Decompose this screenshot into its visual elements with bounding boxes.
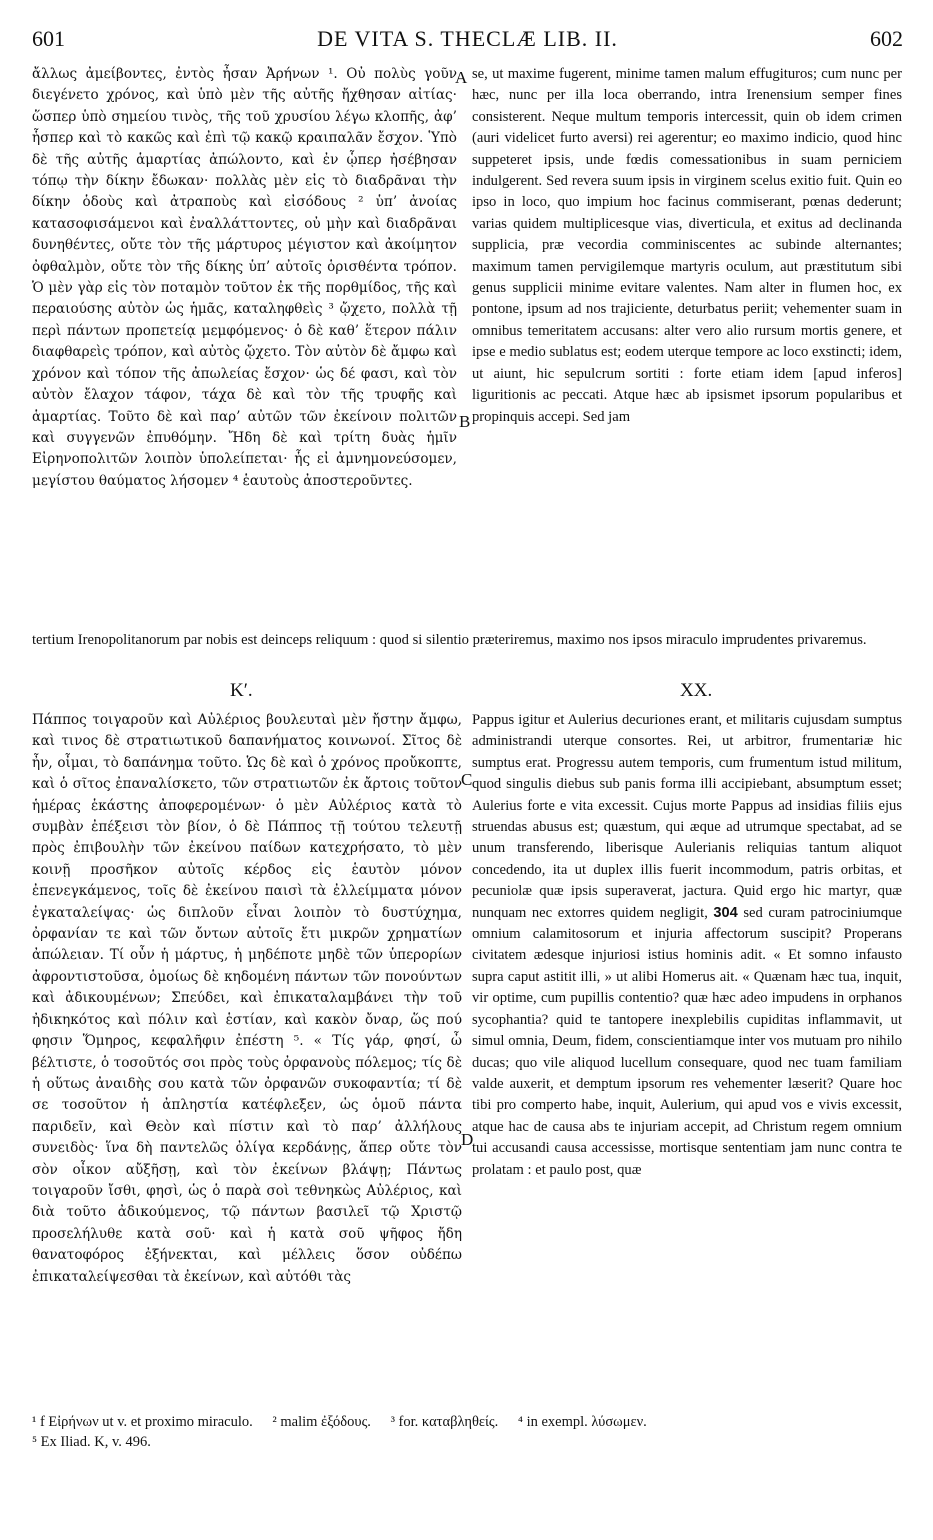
greek-paragraph-top: ἄλλως ἀμείβοντες, ἐντὸς ἦσαν Ἀρήνων ¹. Οὐ πολὺς γοῦν διεγένετο χρόνος, καὶ ὑπὸ μὲν τῆς αὐτῆς ἤχθησαν αἰτίας· ὥσπερ ὑπὸ σημείου τινὸς, τῆς τοῦ χρυσίου λέγω κλοπῆς, ἀφ’ ἧσπερ καὶ τὸ κακῶς καὶ ἐπὶ τῷ κακῷ κραιπαλᾶν ἔσχον. Ὑπὸ δὲ τῆς αὐτῆς ἁμαρτίας ἀπώλοντο, καὶ ἐν ᾧπερ ἠσέβησαν τόπῳ τὴν δίκην ἔδωκαν· πολλὰς μὲν εἰς τὸ διαδρᾶναι τὴν δίκην ὁδοὺς καὶ ἀτραποὺς καὶ εἰσόδους ² ὑπ’ ἀνοίας κατασοφισάμενοι καὶ ἐναλλάττοντες, οὐ μὴν καὶ διαδρᾶναι δυνηθέντες, οὔτε τὸν τῆς μάρτυρος μέγιστον καὶ ἀκοίμητον ὀφθαλμὸν, οὔτε τὸν τῆς δίκης ὑπ’ αὐτοῖς ὁρισθέντα τρόπον. Ὁ μὲν γὰρ εἰς τὸν ποταμὸν τοῦτον ἐκ τῆς πορθμίδος, τῆς καὶ περαιούσης αὐτὸν ὡς ἡμᾶς, καταληφθεὶς ³ ᾤχετο, πολλὰ τῇ περὶ πάντων προπετείᾳ μεμφόμενος· ὁ δὲ καθ’ ἕτερον πάλιν διαφθαρεὶς τρόπον, καὶ αὐτὸς ᾤχετο. Τὸν αὐτὸν δὲ ἄμφω καὶ χρόνον καὶ τόπον τῆς ἀπωλείας ἔσχον· ὡς δέ φασι, καὶ τὸν αὐτὸν ἔλαχον τάφον, τάχα δὲ καὶ τὸν τῆς τρυφῆς καὶ ἁμαρτίας. Τοῦτο δὲ καὶ παρ’ αὐτῶν τῶν ἐκείνοιν πολιτῶν καὶ συγγενῶν ἐπυθόμην. Ἤδη δὲ καὶ τρίτη δυὰς ἡμῖν Εἰρηνοπολιτῶν λοιπὸν ὑπολείπεται· ἧς εἰ ἀμνημονεύσομεν, μεγίστου θαύματος λήσομεν ⁴ ἑαυτοὺς ἀποστεροῦντες. xyxy=(32,66,457,489)
latin-text-before-number: Pappus igitur et Aulerius decuriones erant, et militaris cujusdam sumptus administrandi uterque consortes. Rei, ut arbitror, frumentariæ hic sumptus erat. Progressu autem temporis, cum frumentum istud militum, quod singulis diebus sub panis forma illi accipiebant, absumptum esset; Aulerius forte e vita excessit. Cujus morte Pappus ad insidias filiis ejus struendas abusus est; quæstum, qui æque ad utrumque spectabat, ad se unum transferendo, liberisque Aulerianis reliquias tantum aliquot concedendo, ita ut duplex illis fuerit incommodum, patris orbitas, et pecuniolæ quæ ipsis superaverat, jactura. Quid ergo hic martyr, quæ nunquam nec extorres quidem negligit, xyxy=(472,712,902,921)
running-title: DE VITA S. THECLÆ LIB. II. xyxy=(317,26,618,51)
section-heading-latin: XX. xyxy=(680,680,713,701)
column-number: 304 xyxy=(713,904,738,921)
footnote-line-2 xyxy=(32,1432,912,1452)
footnote-1: ¹ f Εἰρήνων ut v. et proximo miraculo. xyxy=(32,1414,253,1430)
page-header xyxy=(32,26,903,62)
section-heading-greek: Κʹ. xyxy=(230,680,253,701)
latin-column-top xyxy=(472,64,902,630)
footnote-3: ³ for. καταβληθείς. xyxy=(390,1414,499,1430)
footnote-4: ⁴ in exempl. λύσωμεν. xyxy=(517,1414,647,1430)
greek-paragraph-bottom: Πάππος τοιγαροῦν καὶ Αὐλέριος βουλευταὶ μὲν ἤστην ἄμφω, καὶ τινος δὲ στρατιωτικοῦ δαπανήματος κοινωνοί. Σῖτος δὲ ἦν, οἶμαι, τὸ δαπάνημα τοῦτο. Ὡς δὲ καὶ ὁ χρόνος προὔκοπτε, καὶ ὁ σῖτος ἐπαναλίσκετο, τῶν στρατιωτῶν ἐκ ἄρτοις τοῦτον ἡμέρας ἑκάστης ἀποφερομένων· ὁ μὲν Αὐλέριος κατὰ τὸ συμβὰν ἐπέξεισι τὸν βίον, ὁ δὲ Πάππος τῇ τούτου τελευτῇ πρὸς ἐπιβουλὴν τῶν ἐκείνου παίδων κατεχρήσατο, τὸ μὲν κοινῇ προσῆκον αὐτοῖς κέρδος εἰς ἑαυτὸν μόνον ἐπενεγκάμενος, τοῖς δὲ ἐκείνου παισὶ τὰ ἐλλείμματα μόνον ἐγκαταλείψας· ὡς διπλοῦν εἶναι λοιπὸν τὸ δυστύχημα, ὀρφανίαν τε καὶ τῶν ὄντων αὐτοῖς ἔτι μικρῶν χρηματίων ἀπώλειαν. Τί οὖν ἡ μάρτυς, ἡ μηδέποτε μηδὲ τῶν ὑπερορίων ἀφροντιστοῦσα, ὁμοίως δὲ κηδομένη πάντων τῶν πονούντων καὶ ἀδικουμένων; Σπεύδει, καὶ ἐπικαταλαμβάνει τὴν τοῦ ἠδικηκότος καὶ πόλιν καὶ ἑστίαν, καὶ κακὸν ὄναρ, ὥς πού φησιν Ὅμηρος, κεφαλῆφιν ἐπέστη ⁵. « Τίς γάρ, φησί, ὦ βέλτιστε, ὁ τοσοῦτός σοι πρὸς τοὺς ὀρφανοὺς πόλεμος; τίς δὲ ἡ οὕτως ἀναιδὴς σου κατὰ τῶν ὀρφανῶν συκοφαντία; τί δὲ σε τοσοῦτον ἡ ἀπληστία κατέφλεξεν, ὡς ὁμοῦ πάντα παριδεῖν, καὶ Θεὸν καὶ πίστιν καὶ τὸ παρ’ ἀλλήλους συνειδὸς· ἵνα δὴ παντελῶς ὀλίγα κερδάνῃς, ἅπερ οὔτε τὸν σὸν οἶκον αὔξῆσῃ, καὶ τὸν ἐκείνων βλάψῃ; Πάντως τοιγαροῦν ἴσθι, φησὶ, ὡς ὁ παρὰ σοὶ τεθνηκὼς Αὐλέριος, καὶ διὰ τοῦτο ἀδικούμενος, τῷ πάντων βασιλεῖ τῷ Χριστῷ προσελήλυθε κατὰ σοῦ· καὶ ἡ κατὰ σοῦ ψῆφος ἤδη θανατοφόρος ἐξήνεκται, καὶ μέλλεις ὅσον οὐδέπω ἐπικαταλείψεσθαι τὰ ἐκείνων, καὶ αὐτόθι τὰς xyxy=(32,712,462,1285)
latin-paragraph-bottom xyxy=(472,710,902,1181)
footnote-5: ⁵ Ex Iliad. K, v. 496. xyxy=(32,1434,151,1450)
greek-column-top xyxy=(32,64,457,630)
margin-marker-b: B xyxy=(459,412,471,431)
footnote-2: ² malim ἐξόδους. xyxy=(272,1414,371,1430)
page-number-right: 602 xyxy=(870,26,903,51)
margin-marker-a: A xyxy=(455,68,468,87)
margin-marker-d: D xyxy=(461,1130,474,1149)
footnotes xyxy=(32,1412,912,1452)
fullwidth-text: tertium Irenopolitanorum par nobis est deinceps reliquum : quod si silentio præteriremus, maximo nos ipsos miraculo imprudentes privaremus. xyxy=(32,632,867,648)
latin-paragraph-top: se, ut maxime fugerent, minime tamen malum effugituros; cum nunc per hæc, nunc per illa loca oberrando, intra Irenensium semper fines consisterent. Neque multum temporis intercessit, quin ob idem crimen (auri videlicet furto aversi) rei agerentur; eo maximo indicio, quod hinc suppeteret ipsis, unde fœdis comessationibus in suam perniciem indulgerent. Sed revera suum ipsis in virginem scelus exitio fuit. Quin eo ipso in loco, quo impium hoc facinus commiserant, pœnas dederunt; varias quidem multiplicesque vias, diverticula, et exitus ad declinanda supplicia, præ vecordia comminiscentes ac subinde alternantes; maximum tamen pervigilemque martyris oculum, aut præstitutum sibi genus supplicii minime evitare valentes. Nam alter in flumen hoc, ex pontone, ipsum ad nos trajiciente, deturbatus periit; vehementer suam in omnibus temeritatem accusans: alter vero alio rursum mortis genere, et ipse e medio sublatus est; eodem uterque tempore ac loco exstincti; idem, ut aiunt, hic sepulcrum sortiti : forte etiam idem [apud inferos] liguritionis ac peccati. Atque hæc ab ipsismet ipsorum popularibus et propinquis accepi. Sed jam xyxy=(472,66,902,425)
greek-column-bottom xyxy=(32,710,462,1305)
latin-column-bottom xyxy=(472,710,902,1305)
page-number-left: 601 xyxy=(32,26,65,51)
margin-marker-c: C xyxy=(461,770,473,789)
latin-text-after-number: sed curam patrociniumque omnium calamitosorum et injuria affectorum suscipit? Properans civitatem ædesque injuriosi istius hominis adit. « Et somno infausto supra caput astitit illi, » ut alibi Homerus ait. « Quænam hæc tua, inquit, vir optime, cum pupillis contentio? quæ hæc adeo impudens in orphanos sycophantia? quid te tantopere inexplebilis cupiditas inflammavit, ut simul omnia, Deum, fidem, conscientiamque inter vos mutuam pro nihilo ducas; quo vile aliquod lucellum consequare, quod nec tuam familiam valde auxerit, et demptum ipsorum res vehementer læserit? Quare hoc tibi pro comperto habe, inquit, Aulerium, qui apud vos e vivis excessit, atque hac de causa abs te injuriam accepit, ad Christum regem omnium tui accusandi causa accessisse, mortisque sententiam jam nunc contra te prolatam : et paulo post, quæ xyxy=(472,904,902,1178)
footnote-line-1 xyxy=(32,1412,912,1432)
fullwidth-continuation xyxy=(32,630,902,651)
